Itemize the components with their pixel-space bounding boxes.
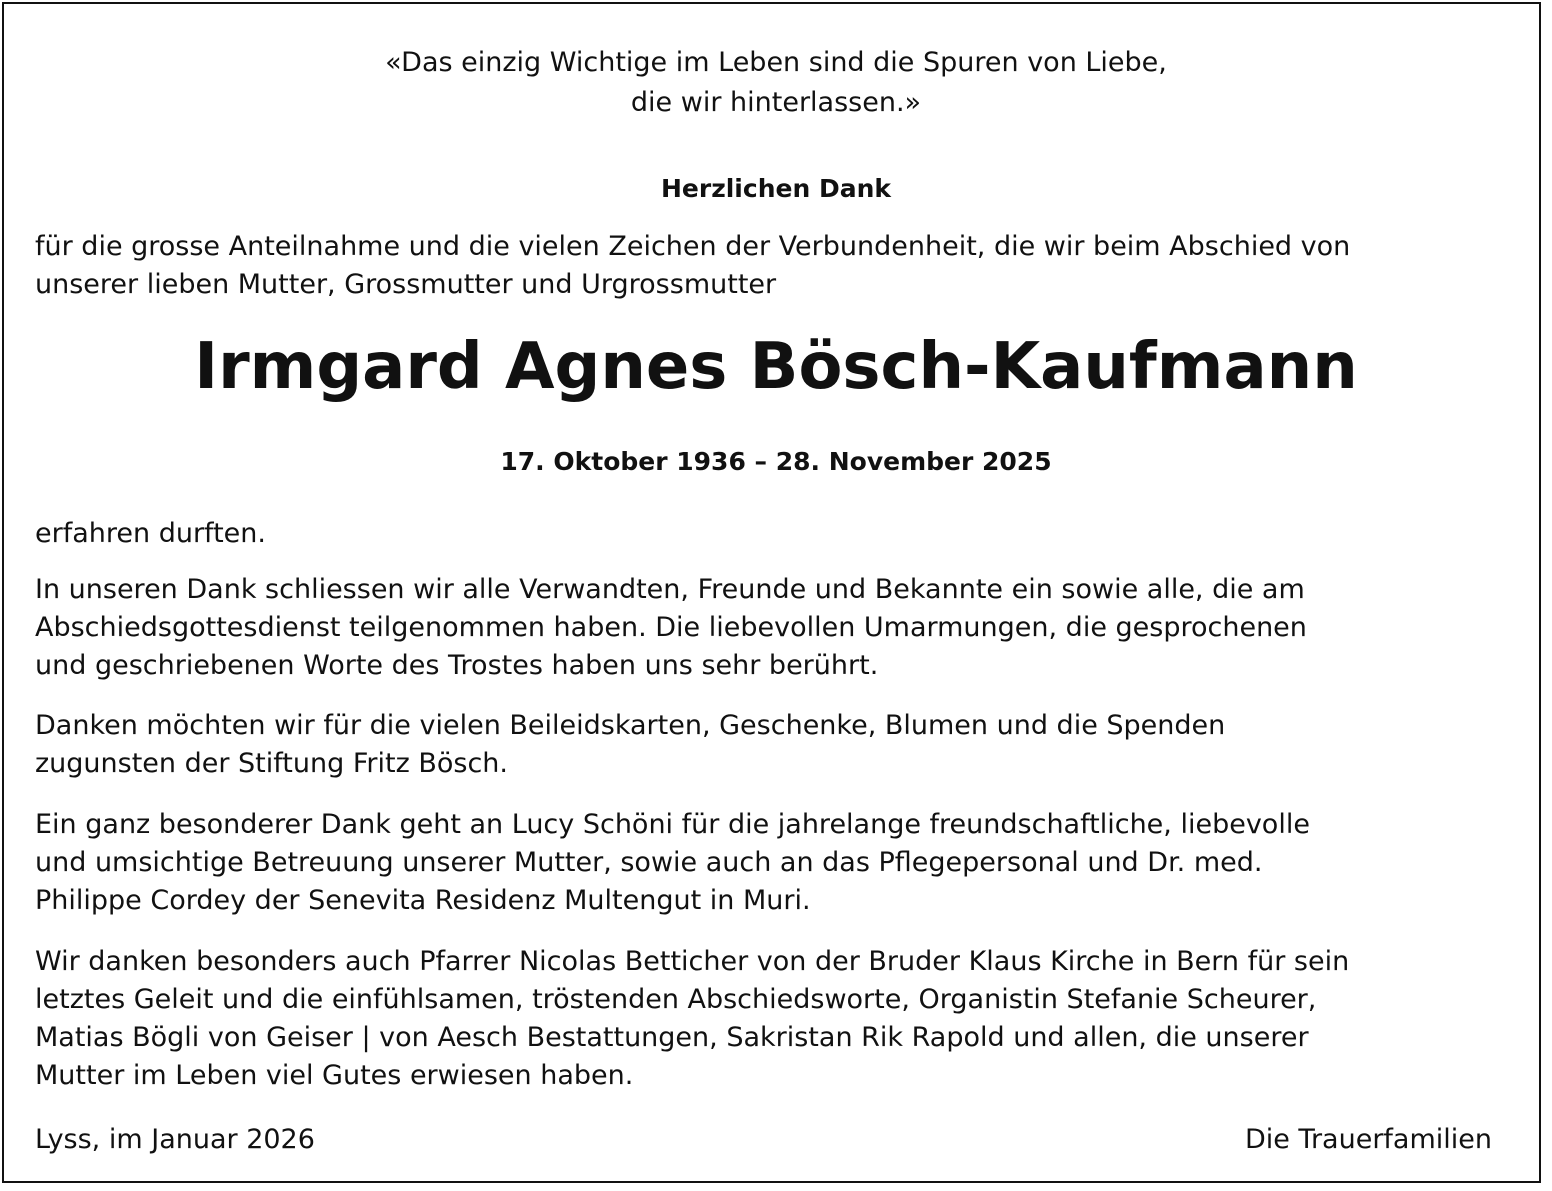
paragraph-5 [35,943,1517,1095]
paragraph-line: Mutter im Leben viel Gutes erwiesen haben. [35,1060,634,1091]
paragraph-line: Ein ganz besonderer Dank geht an Lucy Schöni für die jahrelange freundschaftliche, liebevolle [35,809,1310,840]
deceased-name: Irmgard Agnes Bösch-Kaufmann [194,330,1358,404]
thanks-heading: Herzlichen Dank [660,174,892,203]
paragraph-2 [35,571,1517,685]
paragraph-line: Abschiedsgottesdienst teilgenommen haben. Die liebevollen Umarmungen, die gesprochenen [35,612,1307,643]
paragraph-line: Wir danken besonders auch Pfarrer Nicolas Betticher von der Bruder Klaus Kirche in Bern für sein [35,946,1350,977]
paragraph-line: und geschriebenen Worte des Trostes haben uns sehr berührt. [35,650,879,681]
paragraph-4 [35,806,1517,920]
paragraph-line: erfahren durften. [35,518,266,549]
signature: Die Trauerfamilien [1244,1124,1492,1155]
paragraph-line: Matias Bögli von Geiser | von Aesch Bestattungen, Sakristan Rik Rapold und allen, die unserer [35,1022,1309,1053]
intro-line: für die grosse Anteilnahme und die vielen Zeichen der Verbundenheit, die wir beim Abschied von [35,231,1351,262]
epigraph-quote [0,43,1552,123]
paragraph-line: und umsichtige Betreuung unserer Mutter, sowie auch an das Pflegepersonal und Dr. med. [35,847,1263,878]
quote-line: «Das einzig Wichtige im Leben sind die Spuren von Liebe, [385,47,1167,78]
paragraph-3 [35,707,1517,783]
intro-paragraph [35,228,1517,304]
intro-line: unserer lieben Mutter, Grossmutter und Urgrossmutter [35,269,777,300]
paragraph-line: Danken möchten wir für die vielen Beileidskarten, Geschenke, Blumen und die Spenden [35,710,1226,741]
life-dates: 17. Oktober 1936 – 28. November 2025 [500,447,1052,476]
paragraph-line: In unseren Dank schliessen wir alle Verwandten, Freunde und Bekannte ein sowie alle, die am [35,574,1305,605]
place-date: Lyss, im Januar 2026 [35,1124,315,1155]
paragraph-line: letztes Geleit und die einfühlsamen, tröstenden Abschiedsworte, Organistin Stefanie Scheurer, [35,984,1317,1015]
paragraph-line: zugunsten der Stiftung Fritz Bösch. [35,748,508,779]
quote-line: die wir hinterlassen.» [630,87,922,118]
paragraph-line: Philippe Cordey der Senevita Residenz Multengut in Muri. [35,885,811,916]
paragraph-1 [35,515,1517,553]
